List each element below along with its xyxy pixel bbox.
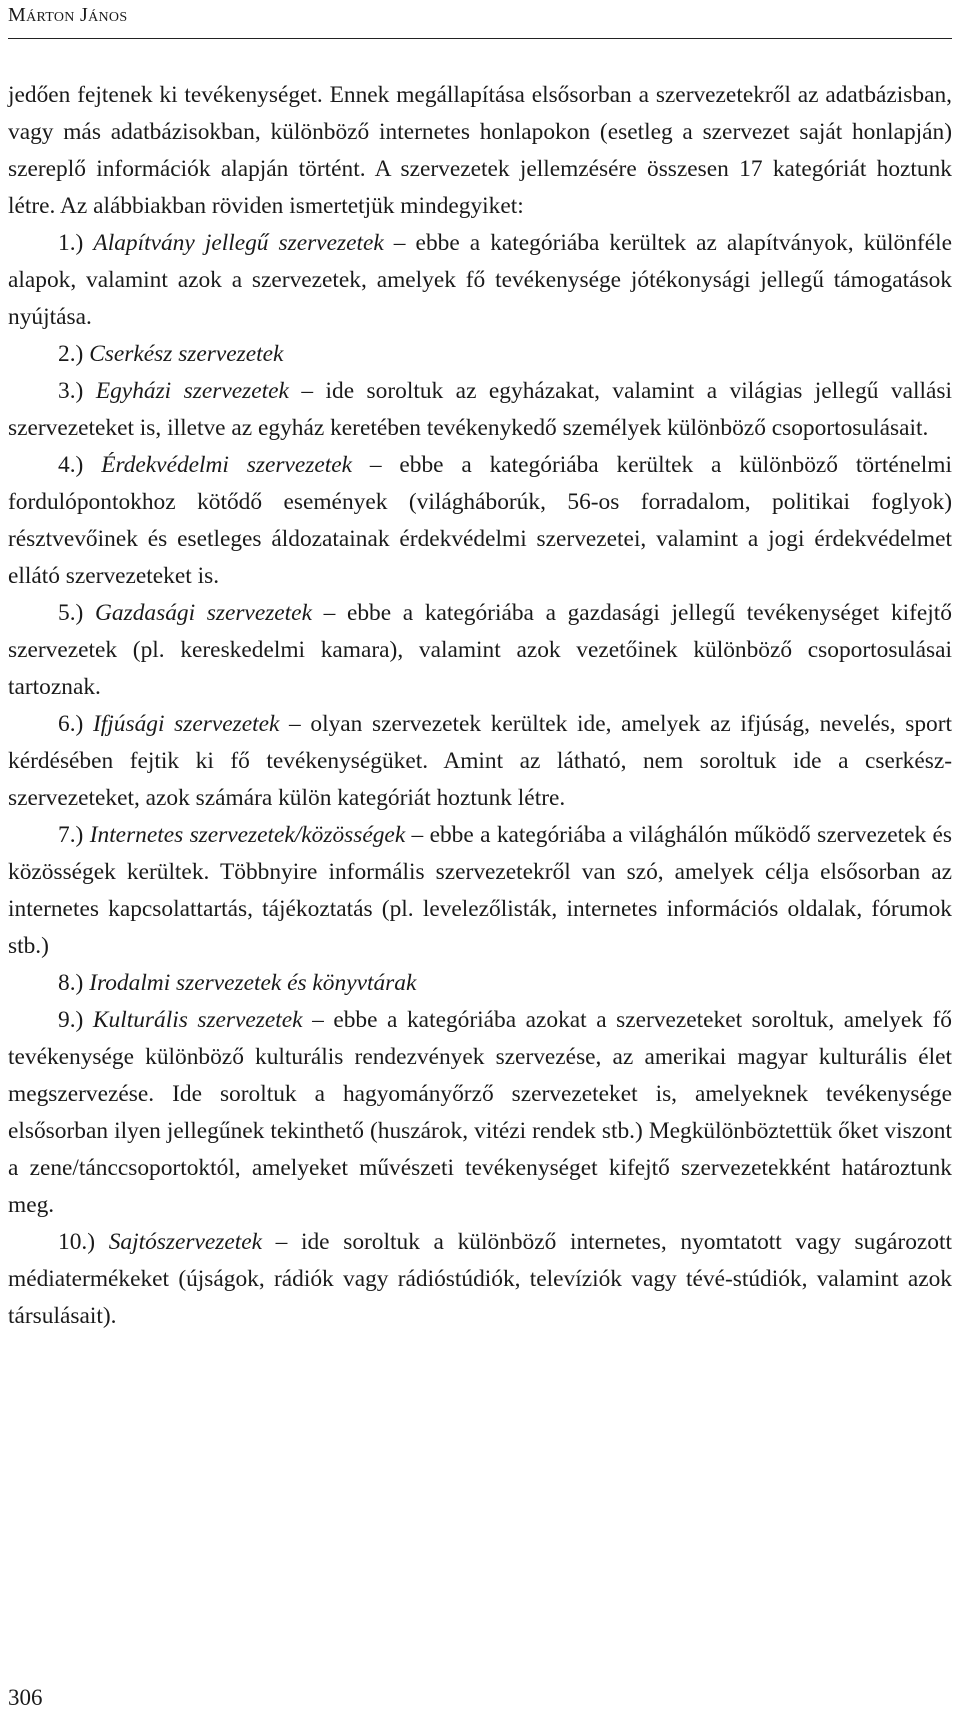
item-text: – ebbe a kategóriába kerültek a különböző történelmi fordulópontokhoz kötődő események (világháborúk, 56-os forradalom, politikai foglyok) résztvevőinek és esetleges áldozatainak érdekvédelmi szervezetei, valamint a jogi érdekvédelmet ellátó szervezeteket is. bbox=[8, 452, 952, 589]
item-number: 8.) bbox=[58, 970, 84, 996]
item-number: 4.) bbox=[58, 452, 84, 478]
item-text: – ide soroltuk a különböző internetes, nyomtatott vagy sugározott médiatermékeket (újságok, rádiók vagy rádióstúdiók, televíziók vagy tévé-stúdiók, valamint azok társulásait). bbox=[8, 1229, 952, 1329]
header-author: Márton János bbox=[8, 4, 128, 26]
list-item bbox=[8, 1224, 952, 1335]
item-title: Irodalmi szervezetek és könyvtárak bbox=[89, 970, 417, 996]
item-title: Cserkész szervezetek bbox=[89, 341, 284, 367]
item-number: 1.) bbox=[58, 230, 84, 256]
page-number: 306 bbox=[8, 1685, 43, 1710]
item-title: Internetes szervezetek/közösségek bbox=[89, 822, 406, 848]
item-number: 5.) bbox=[58, 600, 84, 626]
item-number: 9.) bbox=[58, 1007, 84, 1033]
body-text bbox=[8, 77, 952, 1335]
list-item bbox=[8, 1002, 952, 1224]
item-text: – ebbe a kategóriába a gazdasági jellegű tevékenységet kifejtő szervezetek (pl. kereskedelmi kamara), valamint azok vezetőinek különböző csoportosulásai tartoznak. bbox=[8, 600, 952, 700]
intro-paragraph: jedően fejtenek ki tevékenységet. Ennek megállapítása elsősorban a szervezetekről az adatbázisban, vagy más adatbázisokban, különböző internetes honlapokon (esetleg a szervezet saját honlapján) szereplő információk alapján történt. A szervezetek jellemzésére összesen 17 kategóriát hoztunk létre. Az alábbiakban röviden ismertetjük mindegyiket: bbox=[8, 82, 952, 219]
item-title: Gazdasági szervezetek bbox=[95, 600, 312, 626]
item-text: – ebbe a kategóriába kerültek az alapítványok, különféle alapok, valamint azok a szervezetek, amelyek fő tevékenysége jótékonysági jellegű támogatások nyújtása. bbox=[8, 230, 952, 330]
item-number: 6.) bbox=[58, 711, 84, 737]
item-title: Kulturális szervezetek bbox=[92, 1007, 303, 1033]
item-number: 2.) bbox=[58, 341, 84, 367]
item-title: Sajtószervezetek bbox=[108, 1229, 262, 1255]
list-item bbox=[8, 225, 952, 336]
running-header bbox=[8, 0, 952, 39]
item-title: Érdekvédelmi szervezetek bbox=[101, 452, 352, 478]
list-item bbox=[8, 706, 952, 817]
item-number: 7.) bbox=[58, 822, 84, 848]
item-number: 3.) bbox=[58, 378, 84, 404]
item-title: Ifjúsági szervezetek bbox=[93, 711, 280, 737]
item-text: – ide soroltuk az egyházakat, valamint a világias jellegű vallási szervezeteket is, illetve az egyház keretében tevékenykedő személyek különböző csoportosulásait. bbox=[8, 378, 952, 441]
list-item bbox=[8, 336, 952, 373]
list-item bbox=[8, 595, 952, 706]
item-text: – olyan szervezetek kerültek ide, amelyek az ifjúság, nevelés, sport kérdésében fejtik ki fő tevékenységüket. Amint az látható, nem soroltuk ide a cserkész-szervezeteket, azok számára külön kategóriát hoztunk létre. bbox=[8, 711, 952, 811]
item-text: – ebbe a kategóriába azokat a szervezeteket soroltuk, amelyek fő tevékenysége különböző kulturális rendezvények szervezése, az amerikai magyar kulturális élet megszervezése. Ide soroltuk a hagyományőrző szervezeteket is, amelyeknek tevékenysége elsősorban ilyen jellegűnek tekinthető (huszárok, vitézi rendek stb.) Megkülönböztettük őket viszont a zene/tánccsoportoktól, amelyeket művészeti tevékenységet kifejtő szervezetekként határoztunk meg. bbox=[8, 1007, 952, 1218]
item-number: 10.) bbox=[58, 1229, 96, 1255]
item-title: Alapítvány jellegű szervezetek bbox=[93, 230, 384, 256]
item-text: – ebbe a kategóriába a világhálón működő szervezetek és közösségek kerültek. Többnyire informális szervezetekről van szó, amelyek célja elsősorban az internetes kapcsolattartás, tájékoztatás (pl. levelezőlisták, internetes információs oldalak, fórumok stb.) bbox=[8, 822, 952, 959]
item-title: Egyházi szervezetek bbox=[95, 378, 289, 404]
list-item bbox=[8, 447, 952, 595]
list-item bbox=[8, 373, 952, 447]
list-item bbox=[8, 817, 952, 965]
list-item bbox=[8, 965, 952, 1002]
